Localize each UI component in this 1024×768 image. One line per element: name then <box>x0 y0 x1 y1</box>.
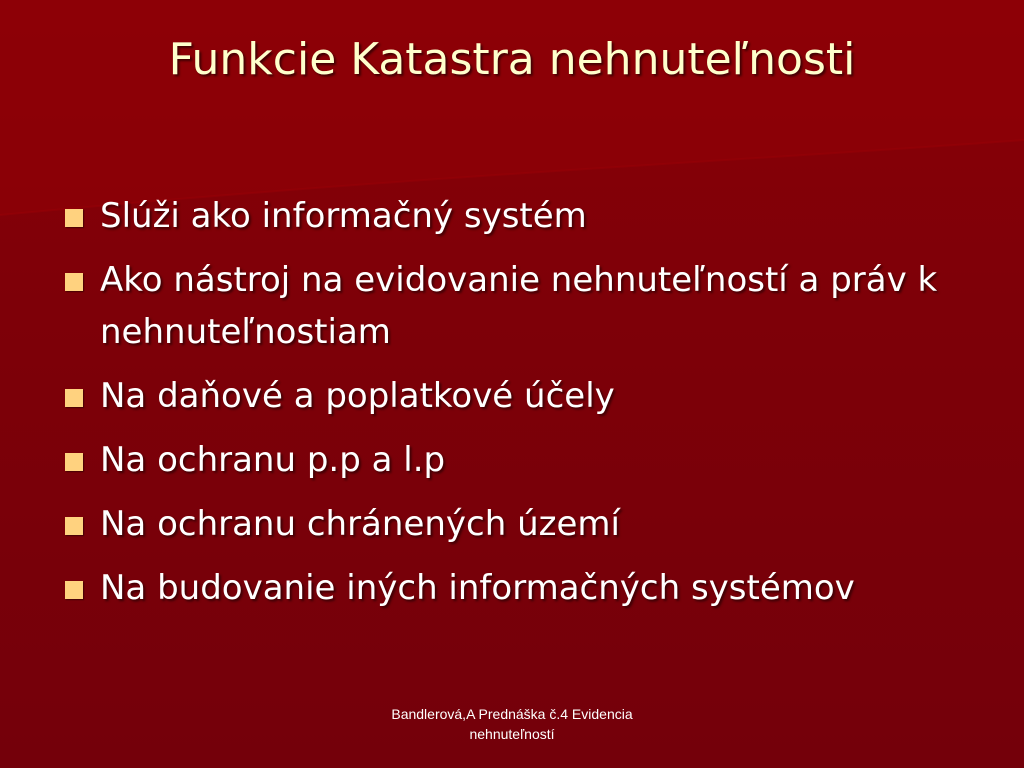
bullet-item <box>60 498 980 550</box>
footer-line: nehnuteľností <box>469 726 555 742</box>
bullet-text: Na ochranu p.p a l.p <box>100 440 446 480</box>
bullet-text: Na daňové a poplatkové účely <box>100 376 615 416</box>
square-bullet-icon <box>65 453 83 471</box>
bullet-item <box>60 254 980 358</box>
footer-line: Bandlerová,A Prednáška č.4 Evidencia <box>391 706 633 722</box>
square-bullet-icon <box>65 389 83 407</box>
bullet-item <box>60 434 980 486</box>
square-bullet-icon <box>65 273 83 291</box>
bullet-item <box>60 190 980 242</box>
bullet-item <box>60 562 980 614</box>
bullet-text: Na budovanie iných informačných systémov <box>100 568 855 608</box>
square-bullet-icon <box>65 517 83 535</box>
slide-title: Funkcie Katastra nehnuteľnosti <box>168 34 856 85</box>
bullet-list <box>60 190 980 626</box>
bullet-text: Ako nástroj na evidovanie nehnuteľností a práv k nehnuteľnostiam <box>100 260 938 352</box>
bullet-text: Na ochranu chránených území <box>100 504 620 544</box>
slide-footer <box>322 704 702 744</box>
square-bullet-icon <box>65 581 83 599</box>
bullet-item <box>60 370 980 422</box>
bullet-text: Slúži ako informačný systém <box>100 196 587 236</box>
square-bullet-icon <box>65 209 83 227</box>
